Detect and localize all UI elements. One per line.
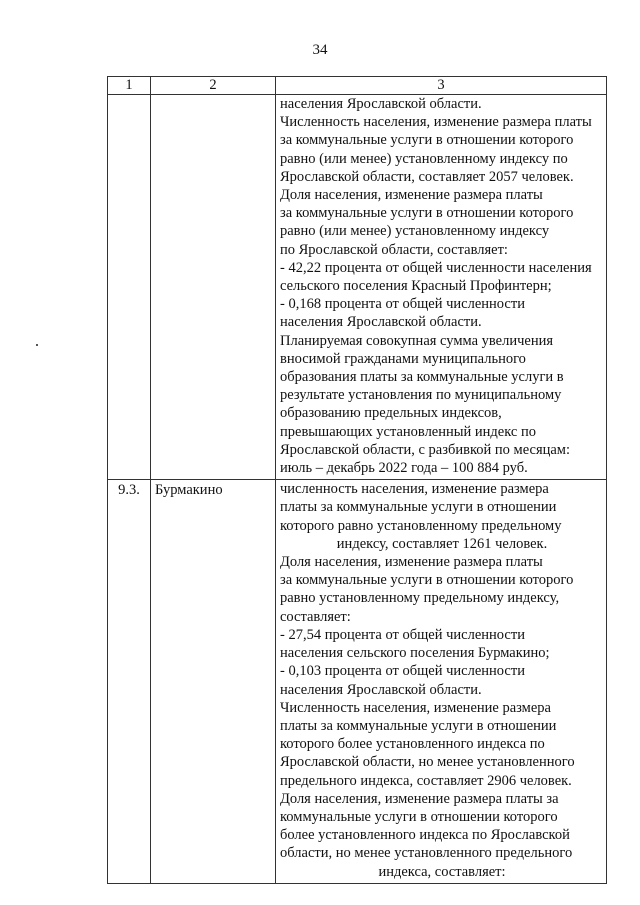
text-line: результате установления по муниципальному: [280, 387, 562, 404]
text-line: платы за коммунальные услуги в отношении: [280, 717, 557, 734]
text-line: - 27,54 процента от общей численности: [280, 626, 525, 643]
table-row: [108, 480, 607, 883]
text-line: населения Ярославской области.: [280, 314, 482, 331]
text-line: за коммунальные услуги в отношении которого: [280, 572, 574, 589]
scan-speck: [36, 344, 38, 346]
text-line: образования платы за коммунальные услуги в: [280, 369, 564, 386]
text-line: образованию предельных индексов,: [280, 405, 502, 422]
text-line: Ярославской области, составляет 2057 человек.: [280, 168, 574, 185]
text-line: равно (или менее) установленному индексу по: [280, 150, 568, 167]
table-row: [108, 95, 607, 480]
description-cell: [276, 95, 607, 480]
text-line: Численность населения, изменение размера платы: [280, 114, 592, 131]
text-line: - 0,168 процента от общей численности: [280, 296, 525, 313]
row-number-cell: 9.3.: [108, 480, 151, 883]
text-line: Доля населения, изменение размера платы за: [280, 790, 559, 807]
text-line: численность населения, изменение размера: [280, 481, 549, 498]
settlement-name-cell: Бурмакино: [151, 480, 276, 883]
text-line: сельского поселения Красный Профинтерн;: [280, 278, 552, 295]
header-cell-3: 3: [276, 77, 607, 95]
text-line: по Ярославской области, составляет:: [280, 241, 508, 258]
text-line: - 42,22 процента от общей численности населения: [280, 259, 592, 276]
text-line: области, но менее установленного предельного: [280, 845, 573, 862]
header-cell-2: 2: [151, 77, 276, 95]
text-line: - 0,103 процента от общей численности: [280, 663, 525, 680]
text-line: Доля населения, изменение размера платы: [280, 554, 543, 571]
text-line: вносимой гражданами муниципального: [280, 350, 526, 367]
text-line: Ярославской области, с разбивкой по месяцам:: [280, 441, 571, 458]
document-table: [107, 76, 607, 884]
page-number: 34: [312, 42, 328, 58]
table-header-row: [108, 77, 607, 95]
text-line: населения сельского поселения Бурмакино;: [280, 645, 550, 662]
text-line: более установленного индекса по Ярославской: [280, 827, 570, 844]
row-number-cell: [108, 95, 151, 480]
header-cell-1: 1: [108, 77, 151, 95]
text-line: Ярославской области, но менее установленного: [280, 754, 575, 771]
text-line: равно установленному предельному индексу,: [280, 590, 560, 607]
text-line: предельного индекса, составляет 2906 человек.: [280, 772, 572, 789]
text-line: превышающих установленный индекс по: [280, 423, 536, 440]
text-line: индексу, составляет 1261 человек.: [336, 535, 548, 552]
description-cell: [276, 480, 607, 883]
text-line: населения Ярославской области.: [280, 681, 482, 698]
text-line: которого более установленного индекса по: [280, 736, 545, 753]
settlement-name-cell: [151, 95, 276, 480]
text-line: за коммунальные услуги в отношении которого: [280, 205, 574, 222]
text-line: Планируемая совокупная сумма увеличения: [280, 332, 554, 349]
text-line: Доля населения, изменение размера платы: [280, 187, 543, 204]
text-line: платы за коммунальные услуги в отношении: [280, 499, 557, 516]
text-line: равно (или менее) установленному индексу: [280, 223, 550, 240]
text-line: коммунальные услуги в отношении которого: [280, 808, 558, 825]
text-line: которого равно установленному предельному: [280, 517, 562, 534]
text-line: июль – декабрь 2022 года – 100 884 руб.: [280, 460, 528, 477]
text-line: индекса, составляет:: [378, 863, 506, 880]
text-line: населения Ярославской области.: [280, 96, 482, 112]
text-line: Численность населения, изменение размера: [280, 699, 551, 716]
text-line: составляет:: [280, 608, 351, 625]
text-line: за коммунальные услуги в отношении которого: [280, 132, 574, 149]
